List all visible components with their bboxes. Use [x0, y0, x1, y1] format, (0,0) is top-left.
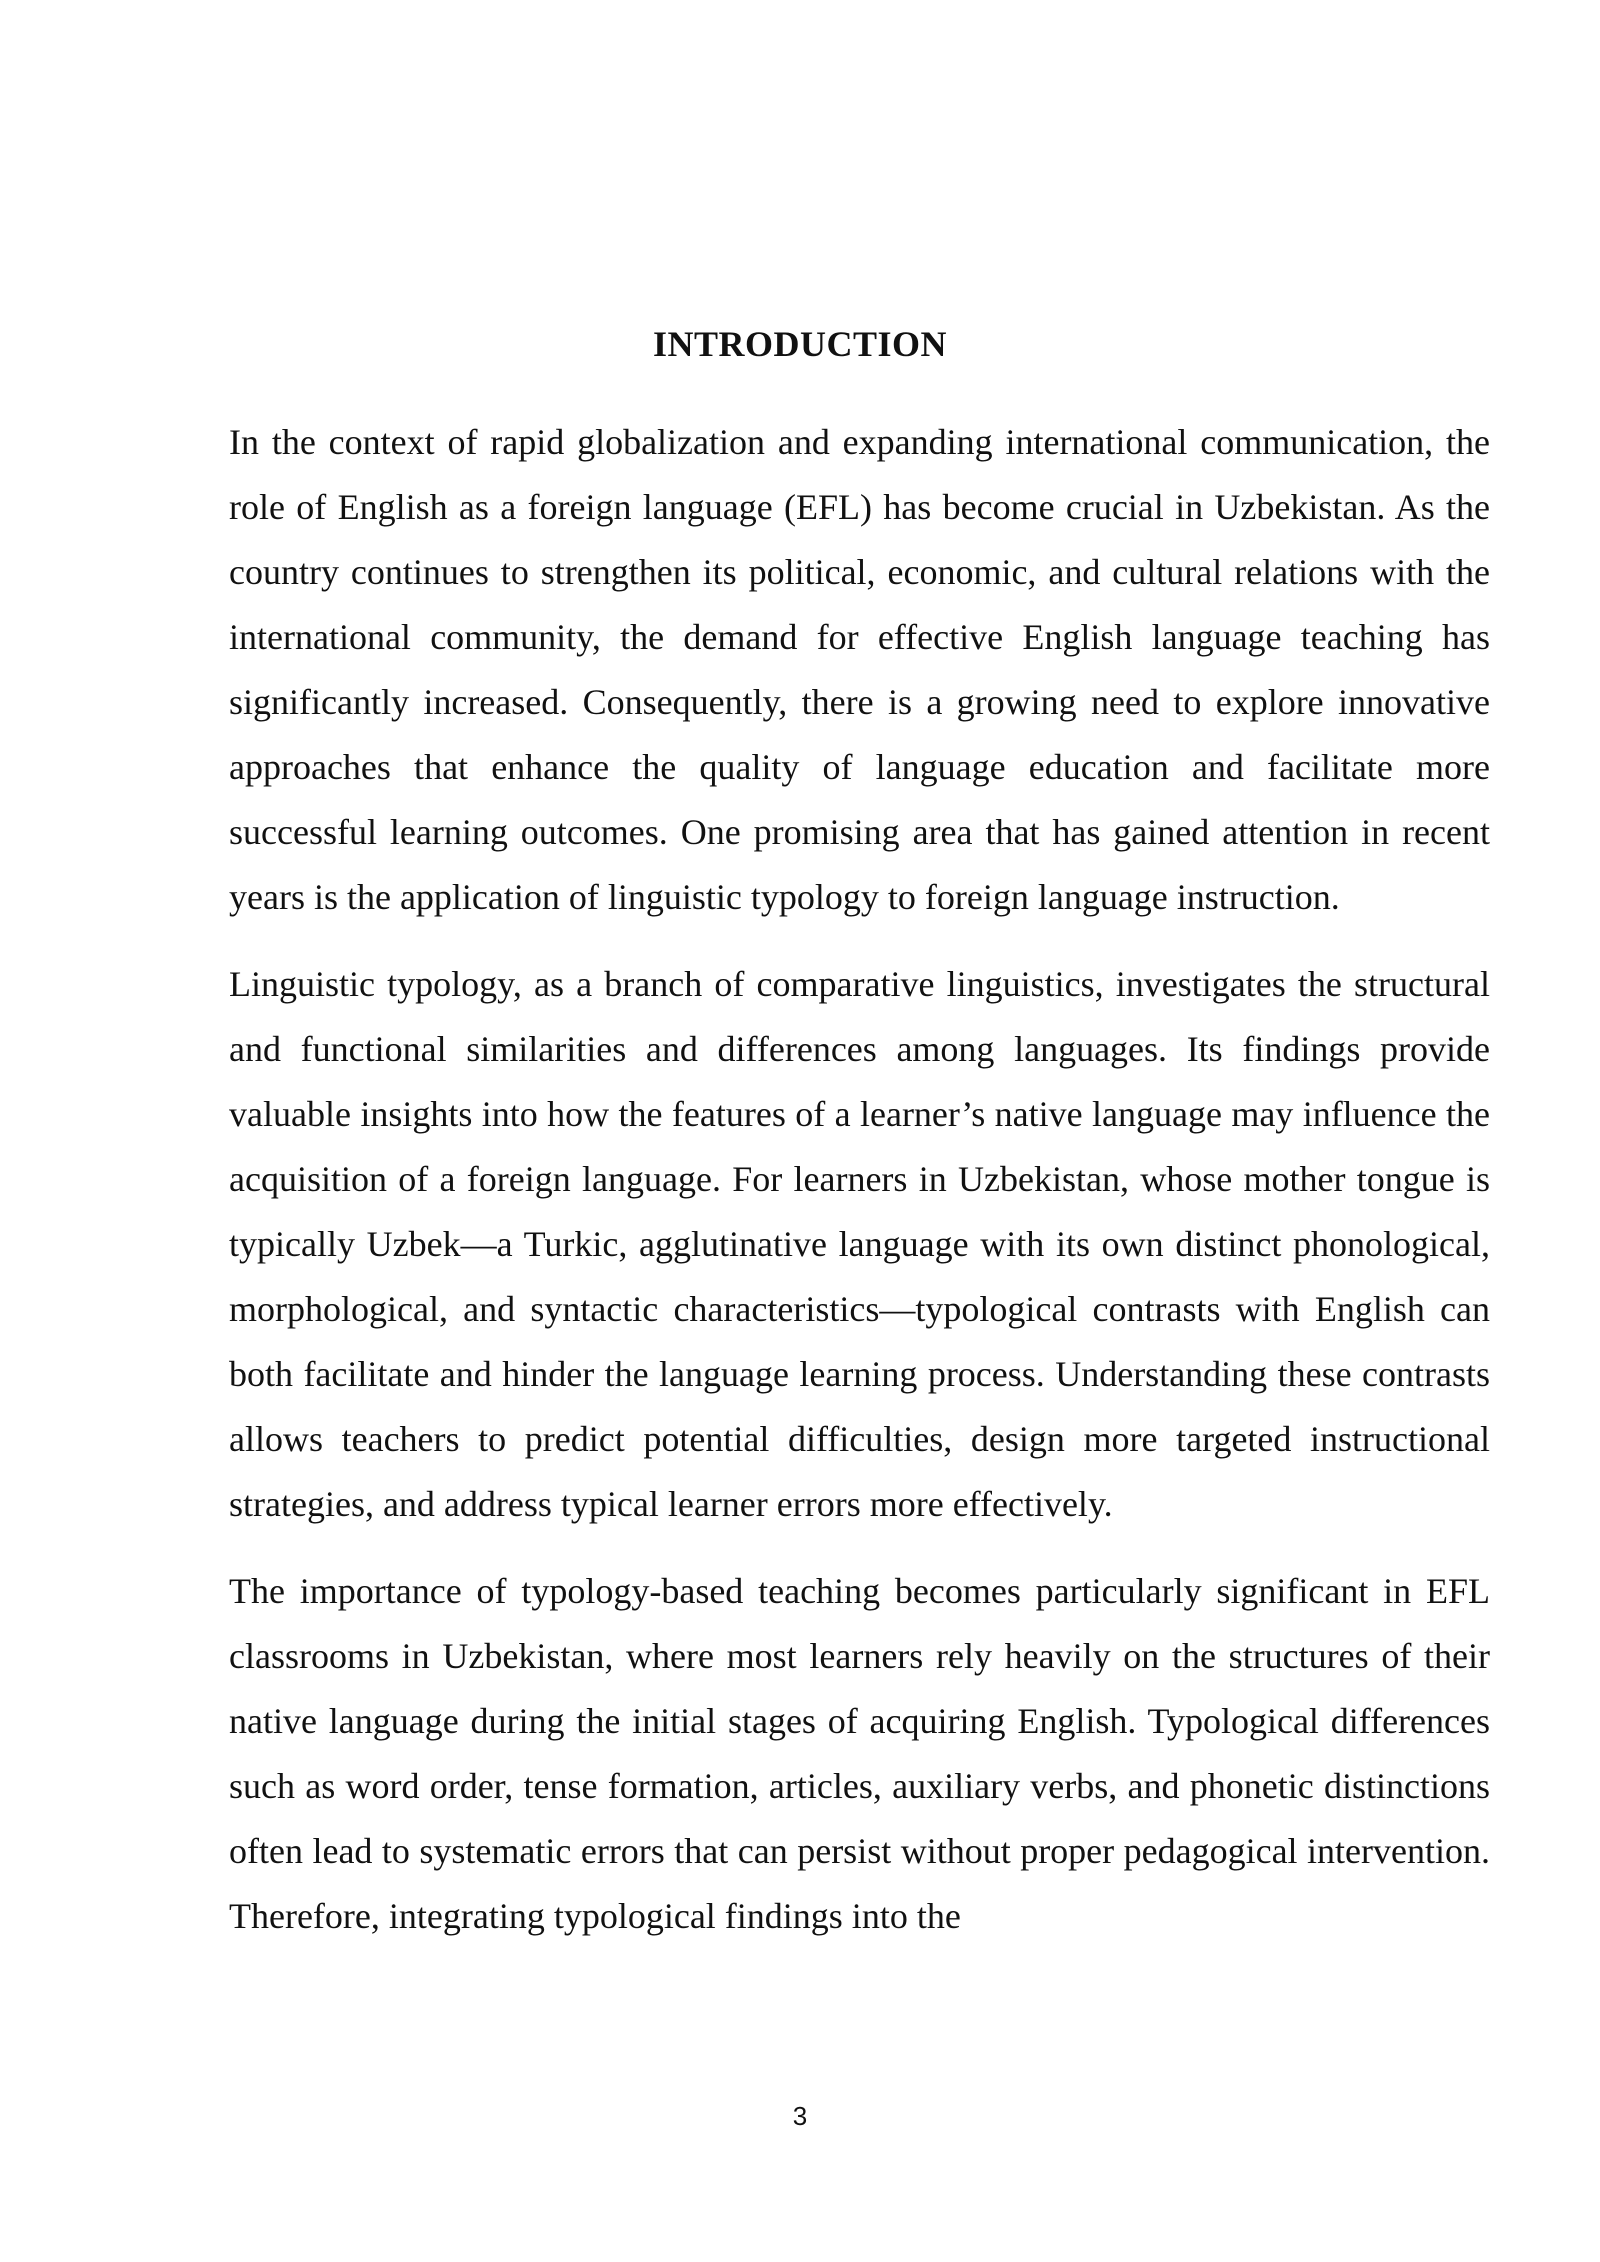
- paragraph-2: Linguistic typology, as a branch of comparative linguistics, investigates the structural and functional similarities and differences among languages. Its findings provide valuable insights into how the features of a learner’s native language may influence the acquisition of a foreign language. For learners in Uzbekistan, whose mother tongue is typically Uzbek—a Turkic, agglutinative language with its own distinct phonological, morphological, and syntactic characteristics—typological contrasts with English can both facilitate and hinder the language learning process. Understanding these contrasts allows teachers to predict potential difficulties, design more targeted instructional strategies, and address typical learner errors more effectively.: [229, 964, 1490, 1524]
- page-number: 3: [792, 2101, 808, 2131]
- body-text: [229, 410, 1490, 1971]
- paragraph-1: In the context of rapid globalization and expanding international communication, the role of English as a foreign language (EFL) has become crucial in Uzbekistan. As the country continues to strengthen its political, economic, and cultural relations with the international community, the demand for effective English language teaching has significantly increased. Consequently, there is a growing need to explore innovative approaches that enhance the quality of language education and facilitate more successful learning outcomes. One promising area that has gained attention in recent years is the application of linguistic typology to foreign language instruction.: [229, 422, 1490, 917]
- section-heading: INTRODUCTION: [652, 324, 948, 364]
- paragraph-3: The importance of typology-based teaching becomes particularly significant in EFL classrooms in Uzbekistan, where most learners rely heavily on the structures of their native language during the initial stages of acquiring English. Typological differences such as word order, tense formation, articles, auxiliary verbs, and phonetic distinctions often lead to systematic errors that can persist without proper pedagogical intervention. Therefore, integrating typological findings into the: [229, 1571, 1490, 1936]
